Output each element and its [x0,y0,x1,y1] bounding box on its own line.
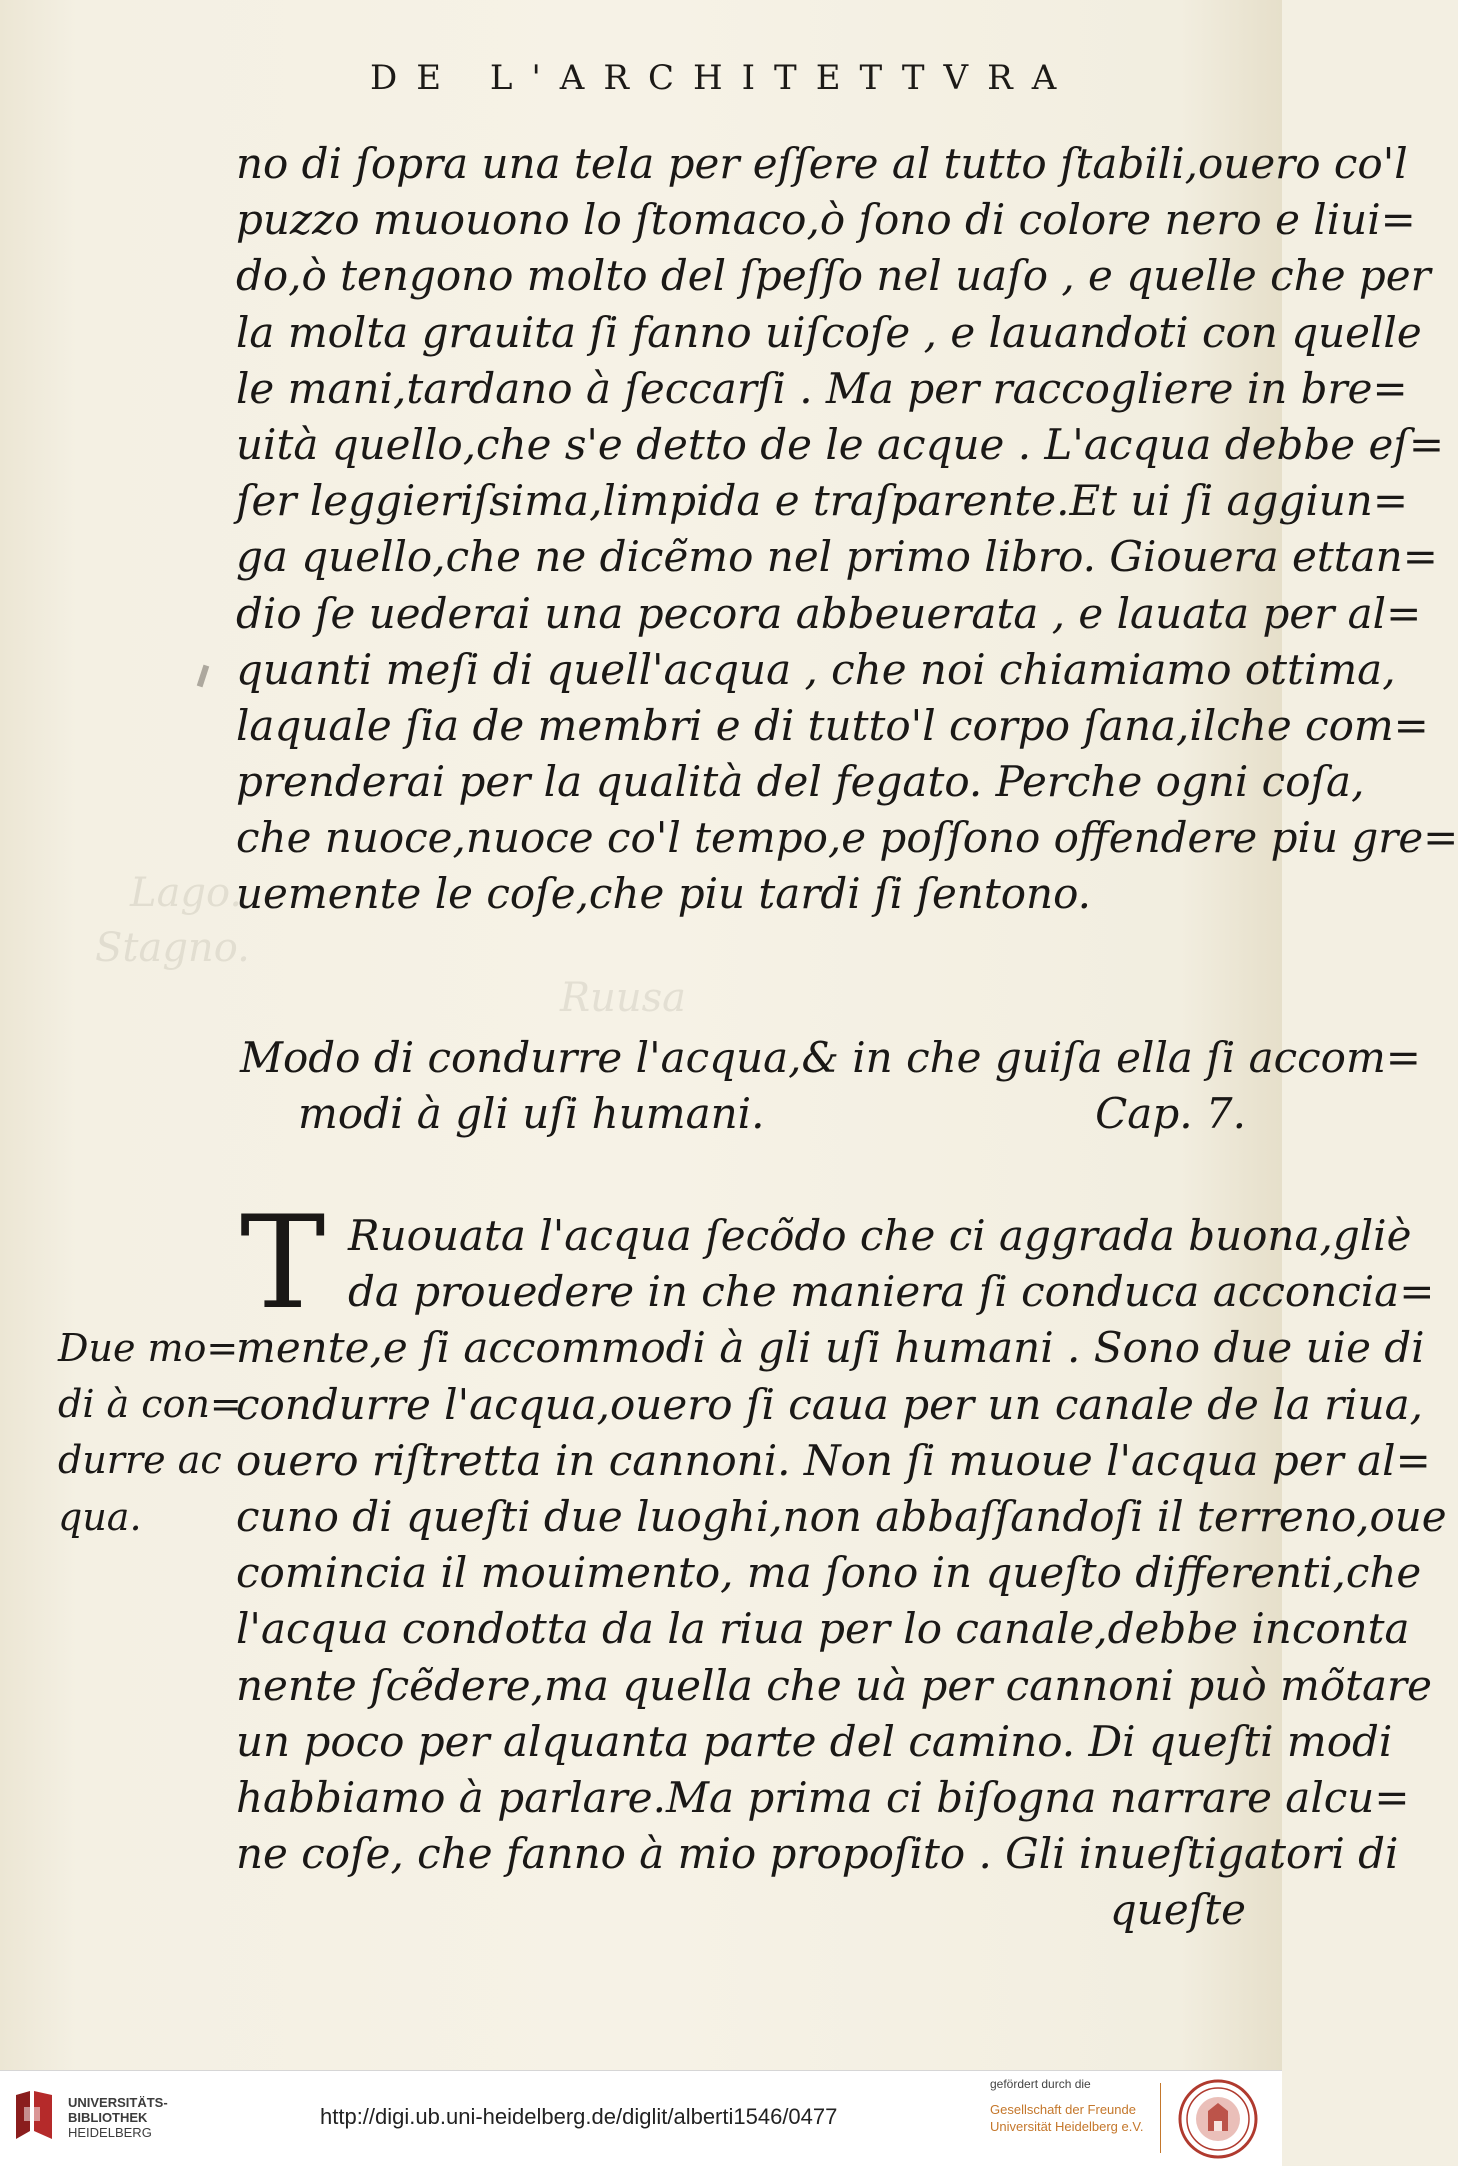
text-line: l'acqua condotta da la riua per lo canale,debbe inconta [236,1604,1410,1654]
text-line: ga quello,che ne dicẽmo nel primo libro. Giouera ettan= [236,532,1438,582]
ink-mark [197,665,210,688]
marginal-note-line: qua. [58,1494,142,1539]
marginal-note-line: di à con= [58,1382,242,1427]
text-line: ne coſe, che fanno à mio propoſito . Gli inueſtigatori di [236,1829,1399,1879]
text-line: ouero riſtretta in cannoni. Non ſi muoue l'acqua per al= [236,1435,1431,1485]
library-mark-icon [10,2087,58,2147]
library-logo[interactable] [10,2087,168,2147]
text-line: da prouedere in che maniera ſi conduca acconcia= [348,1267,1435,1317]
show-through-text: Stagno. [95,925,250,971]
text-line: uemente le coſe,che piu tardi ſi ſentono. [236,869,1091,919]
text-line: no di ſopra una tela per eſſere al tutto ſtabili,ouero co'l [236,139,1408,188]
text-line: uità quello,che s'e detto de le acque . L'acqua debbe eſ= [236,419,1445,469]
text-line: condurre l'acqua,ouero ſi caua per un canale de la riua, [236,1379,1424,1429]
text-line: comincia il mouimento, ma ſono in queſto differenti,che [236,1548,1422,1598]
text-line: prenderai per la qualità del fegato. Perche ogni coſa, [236,757,1365,807]
text-line: puzzo muouono lo ſtomaco,ò ſono di colore nero e liui= [236,195,1416,245]
viewer-footer [0,2070,1282,2166]
sponsor-divider [1160,2083,1161,2153]
text-line: mente,e ſi accommodi à gli uſi humani . Sono due uie di [236,1323,1425,1373]
text-line: le mani,tardano à ſeccarſi . Ma per raccogliere in bre= [236,363,1408,413]
text-line: un poco per alquanta parte del camino. Di queſti modi [236,1716,1393,1766]
chapter-title-line-2 [240,1086,1246,1142]
text-line: nente ſcẽdere,ma quella che uà per cannoni può mõtare [236,1660,1432,1710]
chapter-title-text: modi à gli uſi humani. [298,1089,765,1138]
running-head: DE L'ARCHITETTVRA [370,58,1076,98]
show-through-text: Ruusa [560,975,687,1021]
drop-cap: T [240,1189,326,1338]
marginal-note [58,1320,242,1545]
text-line: ſer leggieriſsima,limpida e traſparente.Et ui ſi aggiun= [236,476,1409,526]
text-line: cuno di queſti due luoghi,non abbaſſandoſi il terreno,oue [236,1491,1447,1541]
catchword: queſte [1109,1885,1246,1935]
paragraph-2 [236,1208,1447,1938]
paragraph-1 [236,136,1458,923]
chapter-number: Cap. 7. [1095,1089,1246,1138]
text-line: dio ſe uederai una pecora abbeuerata , e lauata per al= [236,588,1422,638]
show-through-text: Lago. [130,870,243,916]
marginal-note-line: Due mo= [58,1326,239,1370]
marginal-note-line: durre ac [58,1438,222,1483]
sponsor-credit [990,2077,1160,2135]
text-line: habbiamo à parlare.Ma prima ci biſogna narrare alcu= [236,1772,1410,1822]
library-name: UNIVERSITÄTS- BIBLIOTHEK HEIDELBERG [68,2094,168,2140]
university-seal-icon [1178,2079,1258,2159]
chapter-heading [240,1030,1421,1142]
sponsor-name: Universität Heidelberg e.V. [990,2119,1144,2134]
text-line: che nuoce,nuoce co'l tempo,e poſſono offendere piu gre= [236,813,1458,863]
text-line: la molta grauita ſi fanno uiſcoſe , e lauandoti con quelle [236,307,1422,357]
text-line: quanti meſi di quell'acqua , che noi chiamiamo ottima, [236,644,1396,694]
text-line: Ruouata l'acqua ſecõdo che ci aggrada buona,gliè [348,1211,1412,1260]
sponsor-name: Gesellschaft der Freunde [990,2102,1136,2117]
chapter-title-line-1: Modo di condurre l'acqua,& in che guiſa ella ſi accom= [240,1033,1421,1082]
text-line: do,ò tengono molto del ſpeſſo nel uaſo , e quelle che per [236,251,1431,301]
text-line: laquale ſia de membri e di tutto'l corpo ſana,ilche com= [236,700,1429,750]
permalink-url[interactable]: http://digi.ub.uni-heidelberg.de/diglit/alberti1546/0477 [320,2104,838,2129]
sponsor-intro: gefördert durch die [990,2077,1091,2091]
